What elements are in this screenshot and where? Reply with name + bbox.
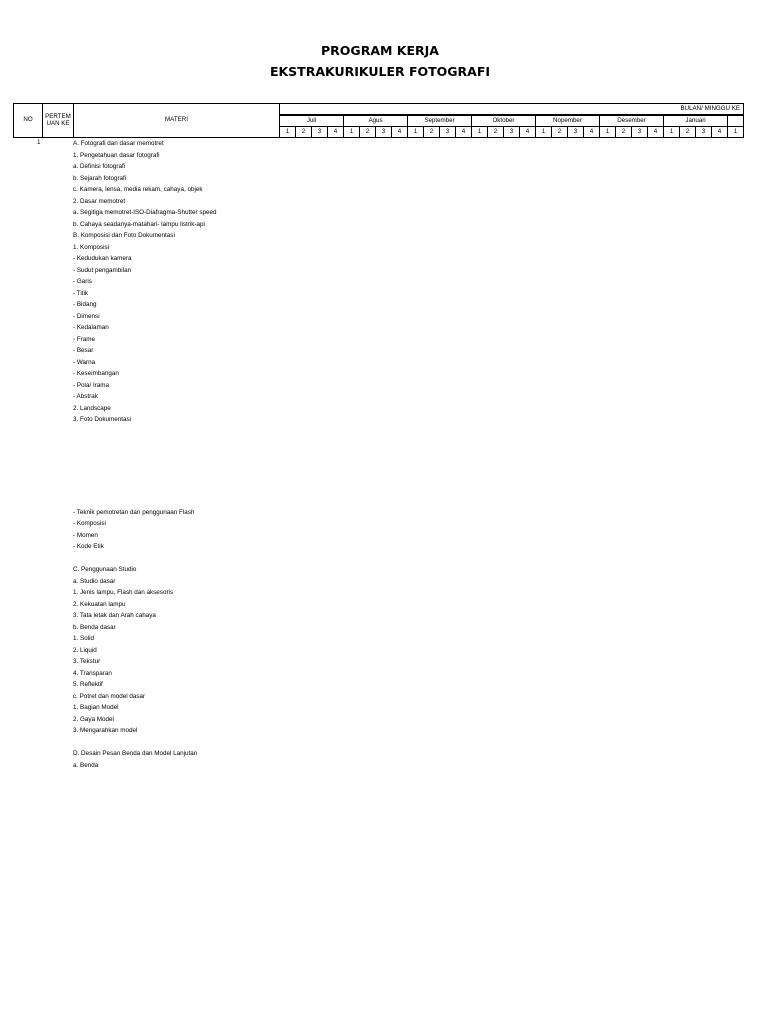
materi-line: B. Komposisi dan Foto Dokumentasi — [73, 232, 175, 239]
week-cell: 4 — [391, 126, 408, 138]
header-no: NO — [13, 103, 43, 138]
month-cell: Desember — [599, 115, 664, 127]
week-cell: 3 — [695, 126, 712, 138]
document-subtitle: EKSTRAKURIKULER FOTOGRAFI — [269, 64, 491, 79]
week-cell: 3 — [311, 126, 328, 138]
month-cell: Nopember — [535, 115, 600, 127]
materi-line: a. Definisi fotografi — [73, 163, 126, 170]
materi-line: 2. Gaya Model — [73, 715, 114, 723]
materi-line: 4. Transparan — [73, 669, 112, 677]
week-cell: 1 — [407, 126, 424, 138]
materi-line: - Abstrak — [73, 393, 98, 400]
week-cell: 2 — [295, 126, 312, 138]
materi-line: A. Fotografi dan dasar memotret — [73, 140, 164, 147]
week-cell: 3 — [567, 126, 584, 138]
materi-line: - Garis — [73, 278, 92, 285]
week-cell: 4 — [647, 126, 664, 138]
month-cell: September — [407, 115, 472, 127]
materi-line: - Komposisi — [73, 520, 106, 527]
materi-line: - Sudut pengambilan — [73, 266, 132, 274]
materi-line: b. Cahaya seadanya-matahari- lampu listrik-api — [73, 220, 205, 228]
materi-line: 2. Landscape — [73, 404, 111, 412]
month-cell: Januari — [663, 115, 728, 127]
week-cell: 4 — [327, 126, 344, 138]
materi-line: - Bidang — [73, 301, 97, 308]
materi-line — [73, 737, 473, 749]
materi-line: c. Kamera, lensa, media rekam, cahaya, objek — [73, 186, 203, 193]
materi-line: 1. Solid — [73, 635, 95, 642]
materi-line: 1. Komposisi — [73, 243, 110, 251]
week-cell: 4 — [583, 126, 600, 138]
materi-line: 5. Reflektif — [73, 681, 103, 688]
week-cell: 1 — [343, 126, 360, 138]
materi-line: 2. Liquid — [73, 646, 97, 654]
week-cell: 4 — [711, 126, 728, 138]
materi-line: 1. Bagian Model — [73, 704, 119, 711]
materi-line: - Kedalaman — [73, 324, 109, 331]
row-number: 1 — [37, 139, 41, 146]
week-cell: 2 — [487, 126, 504, 138]
week-cell: 2 — [679, 126, 696, 138]
month-cell: Juli — [279, 115, 344, 127]
materi-line: - Warna — [73, 358, 96, 366]
materi-block-1 — [73, 138, 473, 426]
materi-line: - Kode Etik — [73, 543, 104, 550]
header-bulan-minggu: BULAN/ MINGGU KE — [279, 103, 744, 115]
document-title: PROGRAM KERJA — [321, 43, 439, 58]
materi-line: - Titik — [73, 289, 89, 297]
materi-line: 1. Jenis lampu, Flash dan aksesoris — [73, 589, 174, 596]
materi-line: - Besar — [73, 347, 94, 354]
materi-line: - Frame — [73, 335, 96, 343]
week-cell: 3 — [439, 126, 456, 138]
week-cell: 2 — [615, 126, 632, 138]
materi-line: 3. Foto Dokumentasi — [73, 416, 132, 423]
header-pertemuan: PERTEM UAN KE — [42, 103, 74, 138]
materi-line: - Momen — [73, 531, 98, 539]
materi-line — [73, 553, 473, 565]
materi-line: D. Desain Pesan Benda dan Model Lanjutan — [73, 750, 198, 757]
materi-line: 3. Tata letak dan Arah cahaya — [73, 612, 156, 619]
week-cell: 2 — [359, 126, 376, 138]
materi-line: a. Benda — [73, 761, 99, 769]
materi-line: 2. Dasar memotret — [73, 197, 126, 205]
materi-line: - Pola/ Irama — [73, 381, 110, 389]
materi-line: a. Studio dasar — [73, 577, 116, 585]
materi-line: C. Penggunaan Studio — [73, 566, 137, 573]
week-cell: 4 — [455, 126, 472, 138]
materi-line: b. Sejarah fotografi — [73, 174, 127, 182]
week-cell: 3 — [631, 126, 648, 138]
week-cell: 3 — [503, 126, 520, 138]
materi-line: 2. Kekuatan lampu — [73, 600, 126, 608]
header-materi: MATERI — [73, 103, 280, 138]
week-cell: 4 — [519, 126, 536, 138]
month-cell: Oktober — [471, 115, 536, 127]
month-cell: Agus — [343, 115, 408, 127]
week-cell: 1 — [599, 126, 616, 138]
materi-line: c. Potret dan model dasar — [73, 692, 146, 700]
materi-line: 1. Pengetahuan dasar fotografi — [73, 151, 160, 159]
materi-line: a. Segitiga memotret-ISO-Diafragma-Shutter speed — [73, 209, 217, 216]
week-cell: 2 — [423, 126, 440, 138]
week-cell: 1 — [279, 126, 296, 138]
materi-line: 3. Mengarahkan model — [73, 727, 138, 734]
week-cell: 3 — [375, 126, 392, 138]
materi-line: b. Benda dasar — [73, 623, 116, 631]
materi-line: - Keseimbangan — [73, 370, 119, 377]
materi-line: - Kedudukan kamera — [73, 255, 132, 262]
week-cell: 2 — [551, 126, 568, 138]
spacer — [73, 426, 473, 507]
week-cell: 1 — [535, 126, 552, 138]
materi-line: 3. Tekstur — [73, 658, 101, 665]
week-cell: 1 — [471, 126, 488, 138]
materi-block-2 — [73, 507, 473, 772]
week-cell: 1 — [727, 126, 744, 138]
week-cell: 1 — [663, 126, 680, 138]
materi-line: - Teknik pemotretan dan penggunaan Flash — [73, 508, 195, 516]
materi-line: - Dimensi — [73, 312, 100, 320]
materi-list — [73, 138, 473, 771]
